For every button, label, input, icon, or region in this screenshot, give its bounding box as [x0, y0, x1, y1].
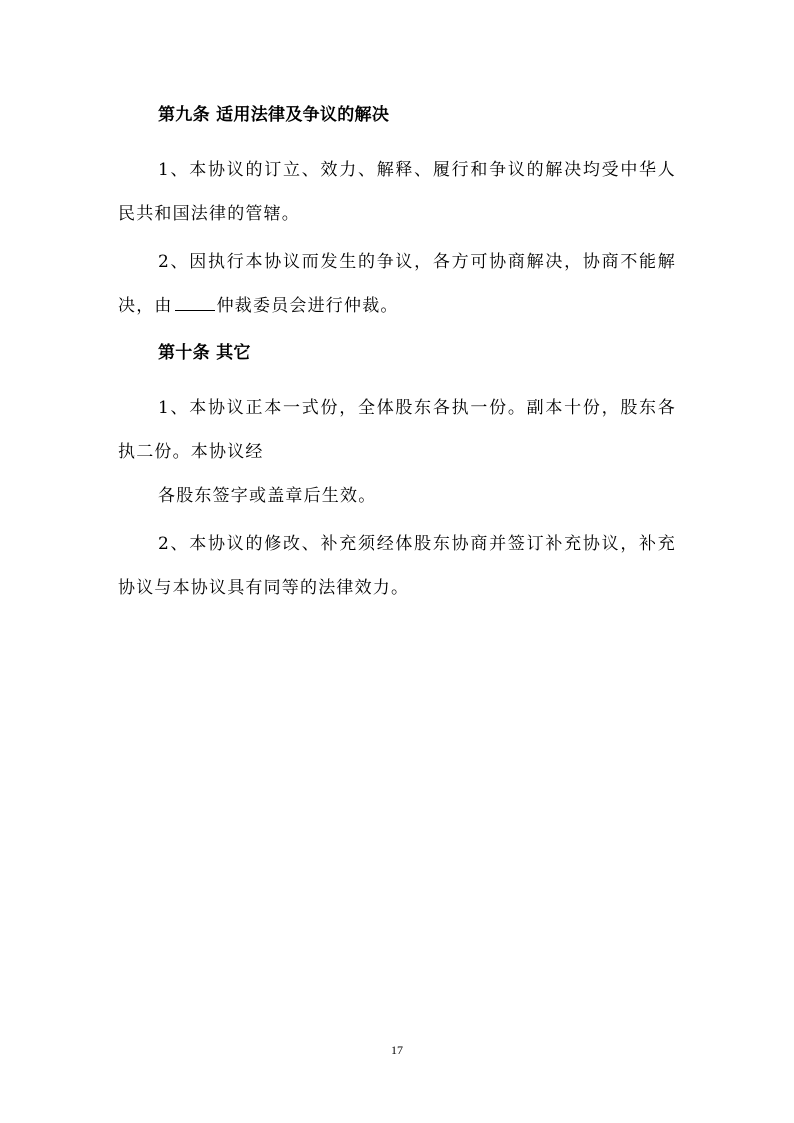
section-10-clause-1-continued: 各股东签字或盖章后生效。 [158, 486, 377, 506]
section-10-clause-2: 2、本协议的修改、补充须经体股东协商并签订补充协议，补充协议与本协议具有同等的法律效力。 [118, 534, 676, 598]
document-body [118, 100, 676, 620]
arbitration-blank [175, 294, 215, 311]
section-9-clause-2-text: 2、因执行本协议而发生的争议，各方可协商解决，协商不能解决，由 [118, 252, 676, 316]
section-10-clause-1: 1、本协议正本一式份，全体股东各执一份。副本十份，股东各执二份。本协议经 [118, 398, 676, 462]
section-9-clause-1: 1、本协议的订立、效力、解释、履行和争议的解决均受中华人民共和国法律的管辖。 [118, 160, 676, 224]
section-9-clause-2-tail: 仲裁委员会进行仲裁。 [216, 296, 399, 316]
page-number: 17 [391, 1043, 403, 1057]
section-9 [118, 100, 676, 328]
section-9-heading: 第九条 适用法律及争议的解决 [158, 105, 390, 125]
section-9-clause-2 [118, 240, 676, 328]
section-10-heading: 第十条 其它 [158, 343, 251, 363]
section-10 [118, 338, 676, 610]
